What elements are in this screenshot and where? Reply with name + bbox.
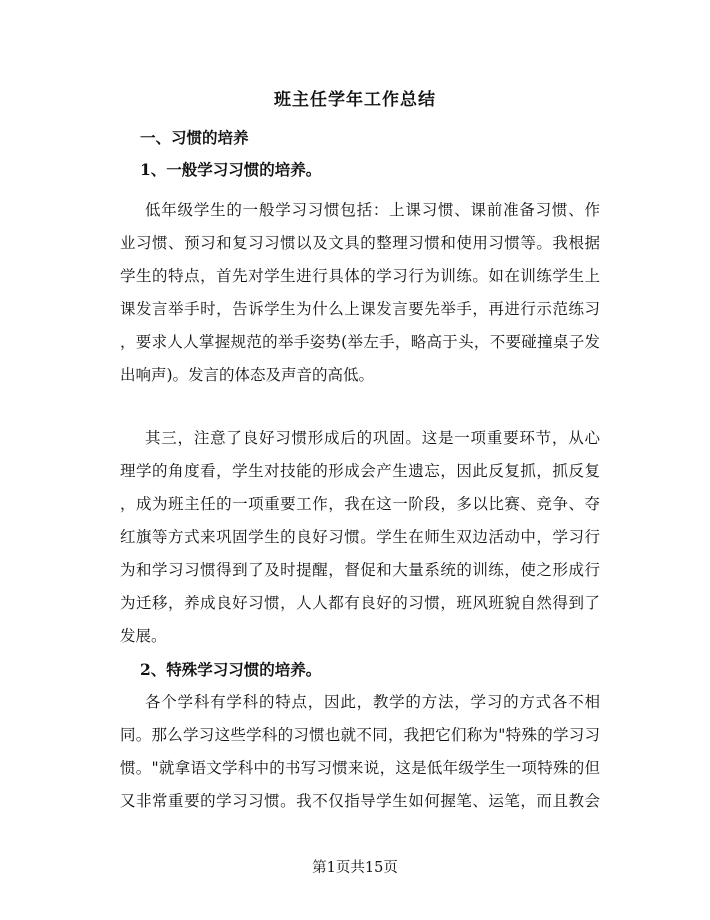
paragraph-line: 低年级学生的一般学习习惯包括：上课习惯、课前准备习惯、作 (145, 201, 600, 219)
paragraph-line: ，成为班主任的一项重要工作，我在这一阶段，多以比赛、竞争、夺 (120, 495, 600, 513)
paragraph-line: 出响声)。发言的体态及声音的高低。 (120, 366, 375, 384)
paragraph-line: 红旗等方式来巩固学生的良好习惯。学生在师生双边活动中，学习行 (120, 528, 600, 546)
paragraph-line: 为和学习习惯得到了及时提醒，督促和大量系统的训练，使之形成行 (120, 561, 600, 579)
paragraph-special-habits (120, 686, 600, 818)
paragraph-habit-consolidation (120, 422, 600, 653)
paragraph-line: 惯。"就拿语文学科中的书写习惯来说，这是低年级学生一项特殊的但 (120, 759, 600, 777)
paragraph-line: 课发言举手时，告诉学生为什么上课发言要先举手，再进行示范练习 (120, 300, 600, 318)
paragraph-line: 为迁移，养成良好习惯，人人都有良好的习惯，班风班貌自然得到了 (120, 594, 600, 612)
page-number-footer: 第1页共15页 (312, 860, 398, 876)
paragraph-line: 同。那么学习这些学科的习惯也就不同，我把它们称为"特殊的学习习 (120, 726, 600, 744)
paragraph-line: 发展。 (120, 627, 167, 645)
paragraph-line: 业习惯、预习和复习习惯以及文具的整理习惯和使用习惯等。我根据 (120, 234, 600, 252)
paragraph-line: 其三，注意了良好习惯形成后的巩固。这是一项重要环节，从心 (145, 429, 600, 447)
paragraph-general-habits (120, 194, 600, 392)
paragraph-line: 各个学科有学科的特点，因此，教学的方法，学习的方式各不相 (145, 693, 600, 711)
subsection-heading-general-habits: 1、一般学习习惯的培养。 (140, 160, 322, 179)
subsection-heading-special-habits: 2、特殊学习习惯的培养。 (140, 660, 322, 679)
paragraph-line: 学生的特点，首先对学生进行具体的学习行为训练。如在训练学生上 (120, 267, 600, 285)
section-heading-habits: 一、习惯的培养 (140, 128, 249, 147)
paragraph-line: ，要求人人掌握规范的举手姿势(举左手，略高于头，不要碰撞桌子发 (120, 333, 600, 351)
paragraph-line: 理学的角度看，学生对技能的形成会产生遗忘，因此反复抓，抓反复 (120, 462, 600, 480)
paragraph-line: 又非常重要的学习习惯。我不仅指导学生如何握笔、运笔，而且教会 (120, 792, 600, 810)
document-title: 班主任学年工作总结 (274, 90, 436, 110)
